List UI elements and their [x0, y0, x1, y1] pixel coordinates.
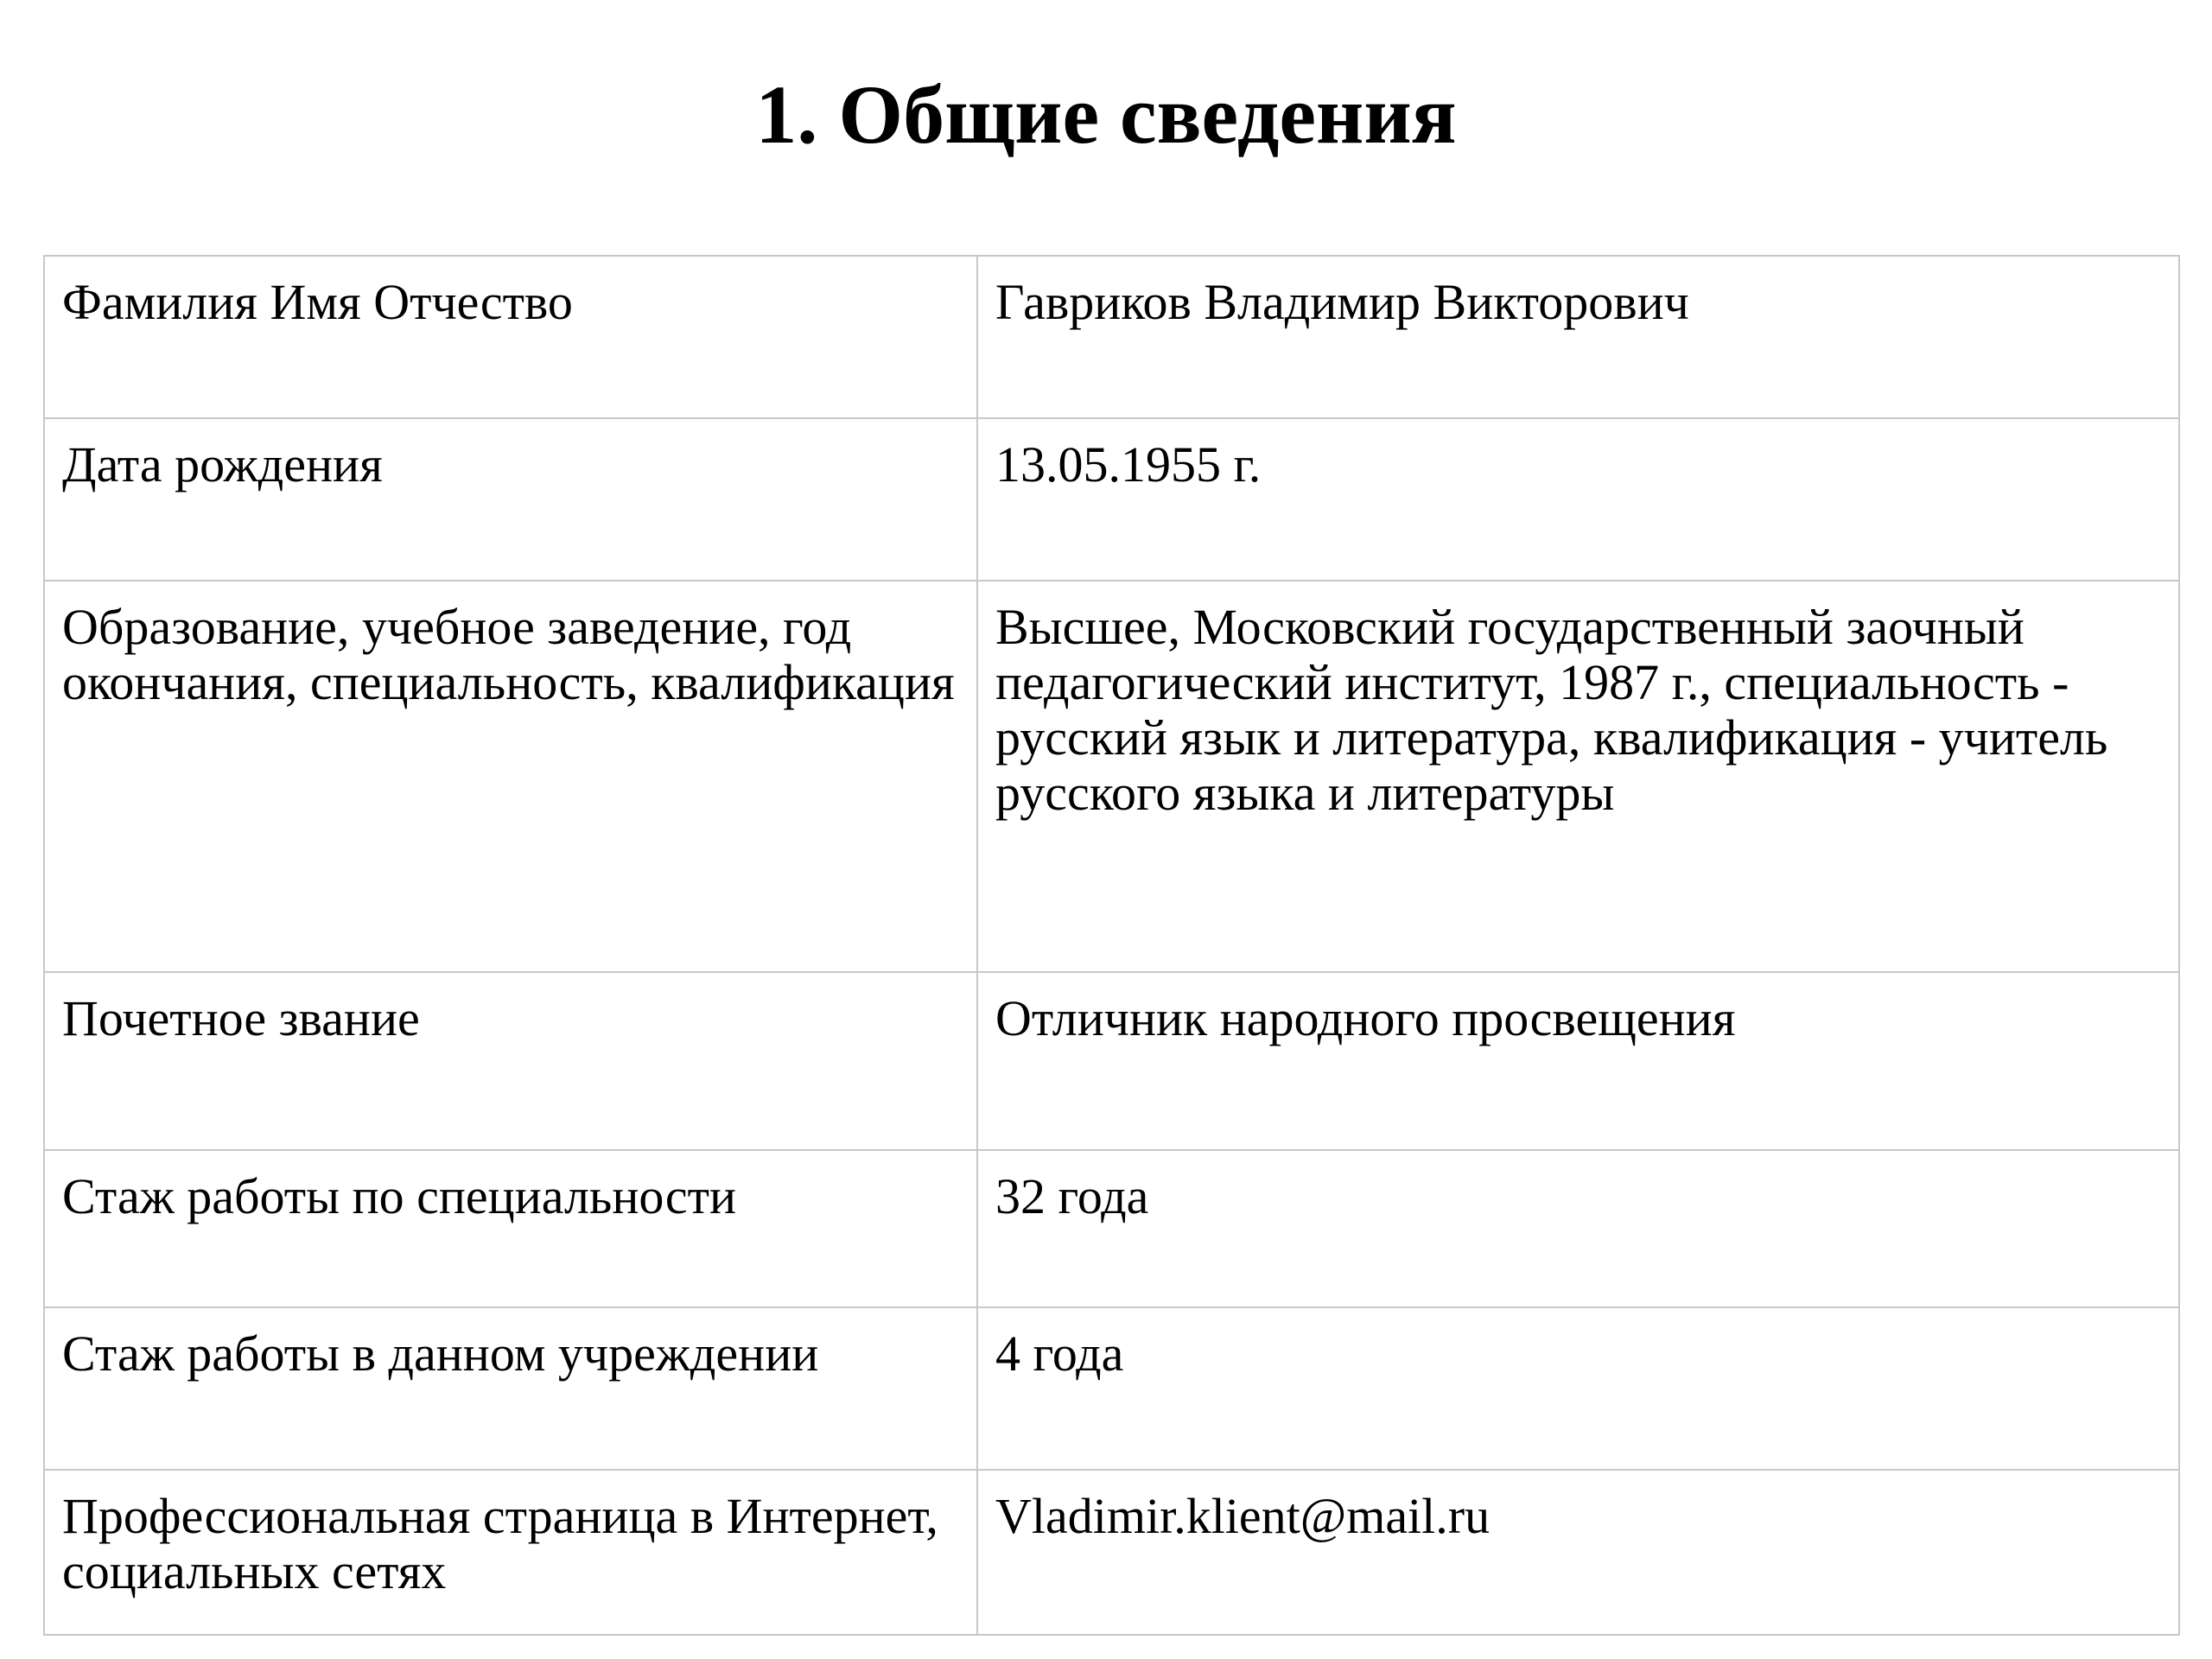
table-row: [44, 418, 2179, 581]
table-row: [44, 581, 2179, 972]
table-row: [44, 1307, 2179, 1470]
row-value-full-name: Гавриков Владимир Викторович: [977, 256, 2179, 418]
row-value-institution-experience: 4 года: [977, 1307, 2179, 1470]
row-value-birth-date: 13.05.1955 г.: [977, 418, 2179, 581]
row-value-specialty-experience: 32 года: [977, 1150, 2179, 1307]
row-value-honorary-title: Отличник народного просвещения: [977, 972, 2179, 1150]
table-row: [44, 1470, 2179, 1635]
row-label-birth-date: Дата рождения: [44, 418, 977, 581]
row-label-honorary-title: Почетное звание: [44, 972, 977, 1150]
row-label-specialty-experience: Стаж работы по специальности: [44, 1150, 977, 1307]
page-title: 1. Общие сведения: [755, 68, 1457, 161]
row-value-education: Высшее, Московский государственный заочный педагогический институт, 1987 г., специальность - русский язык и литература, квалификация - учитель русского языка и литературы: [977, 581, 2179, 972]
table-row: [44, 1150, 2179, 1307]
row-label-institution-experience: Стаж работы в данном учреждении: [44, 1307, 977, 1470]
row-value-email-link[interactable]: Vladimir.klient@mail.ru: [977, 1470, 2179, 1635]
table-row: [44, 972, 2179, 1150]
general-info-table: [43, 255, 2180, 1636]
row-label-professional-page: Профессиональная страница в Интернет, социальных сетях: [44, 1470, 977, 1635]
row-label-full-name: Фамилия Имя Отчество: [44, 256, 977, 418]
table-row: [44, 256, 2179, 418]
row-label-education: Образование, учебное заведение, год окончания, специальность, квалификация: [44, 581, 977, 972]
